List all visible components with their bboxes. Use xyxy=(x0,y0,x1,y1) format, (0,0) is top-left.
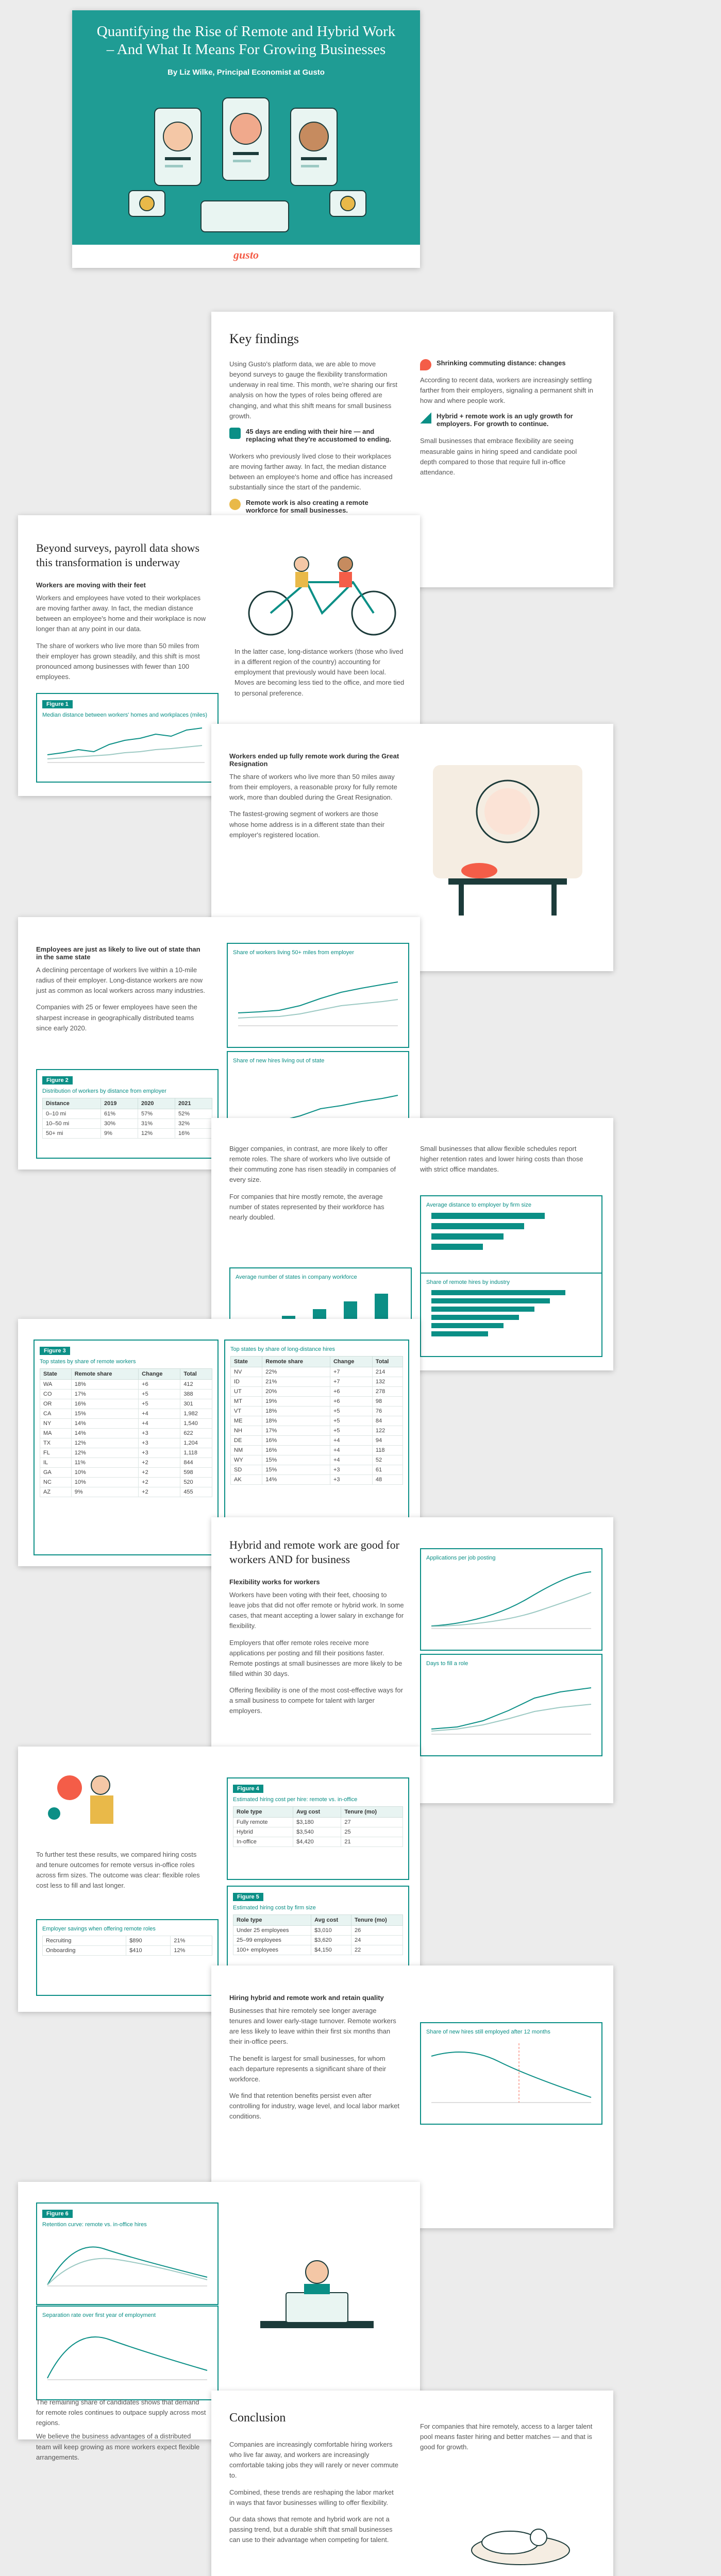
conclusion-p3: Our data shows that remote and hybrid work are not a passing trend, but a durable shift that small businesses can use to their advantage when competing for talent. xyxy=(229,2515,393,2544)
chart-8-title: Share of new hires still employed after 12 months xyxy=(426,2029,550,2035)
table-cell: +5 xyxy=(139,1389,180,1399)
table-cell: ID xyxy=(231,1377,262,1387)
table-cell: 10% xyxy=(71,1468,138,1478)
good-for-heading: Hybrid and remote work are good for workers AND for business xyxy=(229,1538,399,1566)
conclusion-heading: Conclusion xyxy=(229,2411,286,2425)
bigger-p3: Small businesses that allow flexible schedules report higher retention rates and lower hiring costs than those with strict office mandates. xyxy=(420,1145,583,1174)
table-cell: 11% xyxy=(71,1458,138,1468)
table-row xyxy=(40,1458,212,1468)
table-cell: 520 xyxy=(180,1478,212,1487)
table-cell: 16% xyxy=(262,1436,330,1446)
table-cell: +2 xyxy=(139,1478,180,1487)
figure-2-box xyxy=(36,1069,219,1159)
table-cell: $3,010 xyxy=(311,1926,351,1936)
table-cell: OR xyxy=(40,1399,72,1409)
table-row xyxy=(231,1455,403,1465)
table-cell: VT xyxy=(231,1406,262,1416)
payroll-p1: Workers and employees have voted to their workplaces are moving farther away. In fact, the median distance between an employee's home and their workplace is now longer than at any point in our data. xyxy=(36,594,206,633)
payroll-subhead: Workers are moving with their feet xyxy=(36,581,146,589)
finding-item-1-text: Workers who previously lived close to their workplaces are moving farther away. In fact, the median distance between an employee's home and office has increased substantially since the start of the pandemic. xyxy=(229,452,393,492)
table-cell: 76 xyxy=(372,1406,403,1416)
table-cell: 21% xyxy=(262,1377,330,1387)
dog-desk-illustration xyxy=(423,755,593,925)
table-cell: 17% xyxy=(71,1389,138,1399)
savings-title: Employer savings when offering remote roles xyxy=(42,1926,156,1932)
table-cell: 16% xyxy=(175,1129,212,1139)
table-cell: 30% xyxy=(101,1119,138,1129)
table-cell: 32% xyxy=(175,1119,212,1129)
table-cell: NH xyxy=(231,1426,262,1436)
table-cell: 15% xyxy=(262,1455,330,1465)
figure-3-left-box xyxy=(33,1340,219,1555)
table-row xyxy=(231,1475,403,1485)
table-header: State xyxy=(231,1357,262,1367)
table-cell: 52 xyxy=(372,1455,403,1465)
figure-1-title: Median distance between workers' homes and workplaces (miles) xyxy=(42,712,208,718)
table-header: Total xyxy=(372,1357,403,1367)
table-cell: 26 xyxy=(351,1926,403,1936)
table-header: Change xyxy=(139,1369,180,1380)
chart-4-title: Average distance to employer by firm size xyxy=(426,1202,531,1208)
table-cell: 25–99 employees xyxy=(233,1936,311,1945)
chart-6 xyxy=(426,1562,594,1634)
table-cell: 27 xyxy=(341,1818,403,1827)
table-cell: WY xyxy=(231,1455,262,1465)
table-cell: +4 xyxy=(330,1436,372,1446)
table-cell: CO xyxy=(40,1389,72,1399)
remote-share-table xyxy=(40,1368,212,1497)
table-cell: $890 xyxy=(126,1936,171,1946)
table-row xyxy=(231,1367,403,1377)
table-cell: +3 xyxy=(330,1475,372,1485)
table-cell: MT xyxy=(231,1397,262,1406)
long-distance-table xyxy=(230,1356,403,1485)
good-for-p3: Offering flexibility is one of the most cost-effective ways for a small business to compete for talent with larger employers. xyxy=(229,1686,403,1715)
table-header: Change xyxy=(330,1357,372,1367)
chart-6-title: Applications per job posting xyxy=(426,1555,496,1561)
table-row xyxy=(40,1438,212,1448)
table-cell: FL xyxy=(40,1448,72,1458)
table-cell: ME xyxy=(231,1416,262,1426)
table-cell: $410 xyxy=(126,1946,171,1956)
table-cell: 622 xyxy=(180,1429,212,1438)
table-cell: 12% xyxy=(71,1438,138,1448)
table-cell: 20% xyxy=(262,1387,330,1397)
retention-p1: The remaining share of candidates shows that demand for remote roles continues to outpace supply across most regions. xyxy=(36,2398,206,2427)
table-cell: +3 xyxy=(139,1429,180,1438)
table-row xyxy=(233,1945,403,1955)
table-cell: 14% xyxy=(71,1419,138,1429)
good-for-subhead: Flexibility works for workers xyxy=(229,1578,320,1586)
table-header: Role type xyxy=(233,1915,311,1926)
figure-4-box xyxy=(227,1777,409,1880)
chart-6-box xyxy=(420,1548,602,1651)
chart-10 xyxy=(42,2319,210,2383)
table-row xyxy=(40,1389,212,1399)
distance-table-header: 2019 xyxy=(101,1098,138,1109)
table-cell: $4,150 xyxy=(311,1945,351,1955)
table-cell: NM xyxy=(231,1446,262,1455)
finding-item-4-text: Small businesses that embrace flexibility are seeing measurable gains in hiring speed and candidate pool depth compared to those that require full in-office attendance. xyxy=(420,437,577,476)
table-row xyxy=(231,1416,403,1426)
table-row xyxy=(233,1926,403,1936)
table-cell: 1,982 xyxy=(180,1409,212,1419)
table-cell: GA xyxy=(40,1468,72,1478)
conclusion-p4: For companies that hire remotely, access to a larger talent pool means faster hiring and better matches — and that is good for growth. xyxy=(420,2422,593,2451)
chart-7-title: Days to fill a role xyxy=(426,1660,468,1667)
table-cell: +4 xyxy=(139,1419,180,1429)
table-row xyxy=(40,1487,212,1497)
table-row xyxy=(43,1946,212,1956)
figure-6b-box xyxy=(36,2306,219,2400)
finding-item-2: Remote work is also creating a remote workforce for small businesses. xyxy=(246,499,368,515)
table-row xyxy=(231,1406,403,1416)
table-cell: +3 xyxy=(330,1465,372,1475)
table-cell: 19% xyxy=(262,1397,330,1406)
table-cell: 0–10 mi xyxy=(43,1109,101,1119)
table-cell: 1,204 xyxy=(180,1438,212,1448)
table-cell: NV xyxy=(231,1367,262,1377)
table-cell: 118 xyxy=(372,1446,403,1455)
person-laptop-illustration xyxy=(240,2244,394,2378)
people-icon xyxy=(229,499,241,510)
table-row xyxy=(231,1446,403,1455)
table-cell: +7 xyxy=(330,1377,372,1387)
table-row xyxy=(43,1936,212,1946)
table-cell: +2 xyxy=(139,1487,180,1497)
chart-1 xyxy=(233,956,400,1031)
table-cell: $4,420 xyxy=(293,1837,341,1847)
table-cell: 598 xyxy=(180,1468,212,1478)
table-header: Avg cost xyxy=(311,1915,351,1926)
table-row xyxy=(40,1419,212,1429)
table-cell: 14% xyxy=(71,1429,138,1438)
distance-table-header: 2020 xyxy=(138,1098,175,1109)
growth-icon xyxy=(420,412,431,423)
table-cell: 132 xyxy=(372,1377,403,1387)
table-cell: 25 xyxy=(341,1827,403,1837)
savings-box xyxy=(36,1919,219,1996)
table-row xyxy=(233,1818,403,1827)
finding-item-3-text: According to recent data, workers are increasingly settling farther from their employers, signaling a permanent shift in how and where people work. xyxy=(420,376,593,405)
table-cell: $3,180 xyxy=(293,1818,341,1827)
table-cell: 12% xyxy=(171,1946,212,1956)
savings-table xyxy=(42,1936,212,1956)
conclusion-p1: Companies are increasingly comfortable hiring workers who live far away, and workers are increasingly comfortable taking jobs they will rarely or never commute to. xyxy=(229,2441,399,2480)
figure-1-chart xyxy=(42,719,207,768)
table-header: Role type xyxy=(233,1807,293,1818)
cover-page xyxy=(72,10,420,268)
table-cell: +3 xyxy=(139,1438,180,1448)
table-row xyxy=(43,1119,212,1129)
table-cell: 844 xyxy=(180,1458,212,1468)
distance-table-header: Distance xyxy=(43,1098,101,1109)
payroll-aside: In the latter case, long-distance workers (those who lived in a different region of the country) accounting for employment that previously would have been local. Moves are becoming less tied to the office, and more tied to personal preference. xyxy=(234,648,405,697)
figure-4-tag: Figure 4 xyxy=(233,1785,263,1793)
payroll-heading: Beyond surveys, payroll data shows this transformation is underway xyxy=(36,541,200,569)
table-row xyxy=(231,1465,403,1475)
key-findings-heading: Key findings xyxy=(229,331,299,346)
table-cell: 301 xyxy=(180,1399,212,1409)
table-cell: 24 xyxy=(351,1936,403,1945)
table-row xyxy=(40,1478,212,1487)
chart-4 xyxy=(426,1209,594,1258)
table-cell: +6 xyxy=(330,1387,372,1397)
table-cell: +2 xyxy=(139,1458,180,1468)
table-cell: 22% xyxy=(262,1367,330,1377)
chart-1-box xyxy=(227,943,409,1048)
table-cell: +2 xyxy=(139,1468,180,1478)
figure-2-tag: Figure 2 xyxy=(42,1076,73,1084)
table-header: State xyxy=(40,1369,72,1380)
table-cell: DE xyxy=(231,1436,262,1446)
states-p1: A declining percentage of workers live within a 10-mile radius of their employer. Long-distance workers are now just as common as local workers across many industries. xyxy=(36,966,206,995)
table-header: Avg cost xyxy=(293,1807,341,1818)
table-cell: 15% xyxy=(262,1465,330,1475)
table-cell: 10–50 mi xyxy=(43,1119,101,1129)
calendar-icon xyxy=(229,428,241,439)
table-cell: 57% xyxy=(138,1109,175,1119)
table-cell: 12% xyxy=(71,1448,138,1458)
table-row xyxy=(231,1387,403,1397)
figure-5-tag: Figure 5 xyxy=(233,1893,263,1901)
figure-4-title: Estimated hiring cost per hire: remote vs. in-office xyxy=(233,1797,358,1803)
table-row xyxy=(231,1436,403,1446)
table-cell: +4 xyxy=(139,1409,180,1419)
table-row xyxy=(40,1409,212,1419)
table-cell: SD xyxy=(231,1465,262,1475)
table-row xyxy=(40,1429,212,1438)
table-row xyxy=(231,1426,403,1436)
figure-6b-title: Separation rate over first year of employment xyxy=(42,2312,156,2318)
table-header: Tenure (mo) xyxy=(341,1807,403,1818)
table-cell: AK xyxy=(231,1475,262,1485)
table-cell: 17% xyxy=(262,1426,330,1436)
table-cell: 18% xyxy=(262,1416,330,1426)
tenure-p1: Businesses that hire remotely see longer average tenures and lower early-stage turnover. Remote workers are less likely to leave within their first six months than their in-office peers. xyxy=(229,2007,396,2046)
cover-illustration xyxy=(72,88,420,242)
table-cell: 278 xyxy=(372,1387,403,1397)
chart-5 xyxy=(426,1286,594,1340)
table-row xyxy=(233,1837,403,1847)
table-row xyxy=(40,1380,212,1389)
table-cell: In-office xyxy=(233,1837,293,1847)
table-cell: 14% xyxy=(262,1475,330,1485)
bicycle-illustration xyxy=(234,536,405,639)
table-cell: $3,620 xyxy=(311,1936,351,1945)
table-cell: 1,540 xyxy=(180,1419,212,1429)
good-for-p2: Employers that offer remote roles receive more applications per posting and fill their positions faster. Remote postings at small businesses are more likely to be filled within 30 days. xyxy=(229,1638,403,1677)
conclusion-page xyxy=(211,2391,613,2576)
table-cell: +4 xyxy=(330,1455,372,1465)
good-for-p1: Workers have been voting with their feet, choosing to leave jobs that did not offer remote or hybrid work. In some cases, that meant accepting a lower salary in exchange for flexibility. xyxy=(229,1591,404,1630)
table-cell: 31% xyxy=(138,1119,175,1129)
table-cell: 9% xyxy=(101,1129,138,1139)
table-row xyxy=(231,1377,403,1387)
figure-1-tag: Figure 1 xyxy=(42,700,73,708)
chart-4-box xyxy=(420,1195,602,1275)
table-cell: CA xyxy=(40,1409,72,1419)
table-cell: Fully remote xyxy=(233,1818,293,1827)
table-cell: TX xyxy=(40,1438,72,1448)
table-cell: +3 xyxy=(139,1448,180,1458)
table-cell: UT xyxy=(231,1387,262,1397)
table-header: Tenure (mo) xyxy=(351,1915,403,1926)
dog-sleeping-illustration xyxy=(454,2499,588,2571)
worker-illustration xyxy=(39,1762,142,1839)
table-header: Total xyxy=(180,1369,212,1380)
figure-6-box xyxy=(36,2202,219,2305)
table-row xyxy=(233,1827,403,1837)
chart-1-title: Share of workers living 50+ miles from employer xyxy=(233,950,355,956)
cost-p1: To further test these results, we compared hiring costs and tenure outcomes for remote versus in-office roles across firm sizes. The outcome was clear: flexible roles cost less to fill and last longer. xyxy=(36,1851,200,1890)
table-row xyxy=(231,1397,403,1406)
key-findings-intro: Using Gusto's platform data, we are able to move beyond surveys to gauge the flexibility transformation underway in real time. This month, we're sharing our first analysis on how the types of roles being offered are changing, and what this shift means for small business growth. xyxy=(229,360,397,420)
tenure-subhead: Hiring hybrid and remote work and retain quality xyxy=(229,1994,384,2002)
table-cell: AZ xyxy=(40,1487,72,1497)
table-cell: 61% xyxy=(101,1109,138,1119)
distance-table-header: 2021 xyxy=(175,1098,212,1109)
long-distance-p2: The fastest-growing segment of workers are those whose home address is in a different state than their employer's registered location. xyxy=(229,810,385,839)
table-row xyxy=(40,1399,212,1409)
distance-table xyxy=(42,1098,212,1139)
chart-2-title: Share of new hires living out of state xyxy=(233,1058,325,1064)
chart-5-box xyxy=(420,1273,602,1357)
table-cell: 94 xyxy=(372,1436,403,1446)
table-cell: Under 25 employees xyxy=(233,1926,311,1936)
table-cell: +5 xyxy=(330,1426,372,1436)
table-cell: 61 xyxy=(372,1465,403,1475)
states-p2: Companies with 25 or fewer employees have seen the sharpest increase in geographically distributed teams since early 2020. xyxy=(36,1003,197,1032)
table-cell: 412 xyxy=(180,1380,212,1389)
figure-6-tag: Figure 6 xyxy=(42,2210,73,2218)
chart-7-box xyxy=(420,1654,602,1756)
tenure-p2: The benefit is largest for small businesses, for whom each departure represents a significant share of their workforce. xyxy=(229,2054,387,2083)
table-cell: Hybrid xyxy=(233,1827,293,1837)
table-cell: 21% xyxy=(171,1936,212,1946)
table-cell: 214 xyxy=(372,1367,403,1377)
states-subhead: Employees are just as likely to live out of state than in the same state xyxy=(36,945,200,961)
table-cell: 9% xyxy=(71,1487,138,1497)
table-cell: $3,540 xyxy=(293,1827,341,1837)
figure-3-left-title: Top states by share of remote workers xyxy=(40,1359,136,1365)
table-cell: 18% xyxy=(262,1406,330,1416)
table-row xyxy=(40,1468,212,1478)
table-cell: IL xyxy=(40,1458,72,1468)
bigger-p1: Bigger companies, in contrast, are more likely to offer remote roles. The share of workers who live outside of their commuting zone has risen steadily in companies of every size. xyxy=(229,1145,396,1184)
finding-item-4: Hybrid + remote work is an ugly growth for employers. For growth to continue. xyxy=(437,412,573,428)
table-row xyxy=(43,1109,212,1119)
table-header: Remote share xyxy=(262,1357,330,1367)
figure-5-title: Estimated hiring cost by firm size xyxy=(233,1905,316,1911)
table-cell: 1,118 xyxy=(180,1448,212,1458)
cover-title: Quantifying the Rise of Remote and Hybrid Work – And What It Means For Growing Businesses xyxy=(96,23,396,58)
table-cell: Onboarding xyxy=(43,1946,126,1956)
table-cell: Recruiting xyxy=(43,1936,126,1946)
finding-item-3: Shrinking commuting distance: changes xyxy=(437,359,566,367)
table-cell: +5 xyxy=(139,1399,180,1409)
table-cell: NY xyxy=(40,1419,72,1429)
table-cell: 52% xyxy=(175,1109,212,1119)
finding-item-1: 45 days are ending with their hire — and replacing what they're accustomed to ending. xyxy=(246,427,391,443)
table-cell: 455 xyxy=(180,1487,212,1497)
table-cell: +5 xyxy=(330,1406,372,1416)
figure-2-title: Distribution of workers by distance from employer xyxy=(42,1088,166,1094)
table-cell: 122 xyxy=(372,1426,403,1436)
chart-3-title: Average number of states in company workforce xyxy=(236,1274,357,1280)
table-cell: 12% xyxy=(138,1129,175,1139)
table-cell: 84 xyxy=(372,1416,403,1426)
cost-by-size-table xyxy=(233,1914,403,1955)
table-row xyxy=(40,1448,212,1458)
chart-7 xyxy=(426,1667,594,1739)
table-cell: MA xyxy=(40,1429,72,1438)
long-distance-p1: The share of workers who live more than 50 miles away from their employers, a reasonable proxy for fully remote work, more than doubled during the Great Resignation. xyxy=(229,773,397,802)
conclusion-p2: Combined, these trends are reshaping the labor market in ways that favor businesses willing to offer flexibility. xyxy=(229,2488,394,2506)
table-cell: 16% xyxy=(71,1399,138,1409)
chart-8 xyxy=(426,2036,594,2108)
figure-6-title: Retention curve: remote vs. in-office hires xyxy=(42,2222,147,2228)
table-header: Remote share xyxy=(71,1369,138,1380)
table-cell: +5 xyxy=(330,1416,372,1426)
table-cell: 18% xyxy=(71,1380,138,1389)
tenure-p3: We find that retention benefits persist even after controlling for industry, wage level, and local labor market conditions. xyxy=(229,2091,399,2121)
table-cell: 16% xyxy=(262,1446,330,1455)
table-cell: 21 xyxy=(341,1837,403,1847)
table-cell: 22 xyxy=(351,1945,403,1955)
chart-8-box xyxy=(420,2022,602,2125)
chart-5-title: Share of remote hires by industry xyxy=(426,1279,510,1285)
cost-table xyxy=(233,1806,403,1847)
table-cell: 388 xyxy=(180,1389,212,1399)
table-cell: +6 xyxy=(330,1397,372,1406)
map-pin-icon xyxy=(420,359,431,370)
table-cell: NC xyxy=(40,1478,72,1487)
payroll-p2: The share of workers who live more than 50 miles from their employer has grown steadily, and this shift is most pronounced among businesses with fewer than 100 employees. xyxy=(36,641,200,681)
cover-teal-panel xyxy=(72,10,420,245)
table-row xyxy=(43,1129,212,1139)
table-cell: 100+ employees xyxy=(233,1945,311,1955)
table-row xyxy=(233,1936,403,1945)
table-cell: 50+ mi xyxy=(43,1129,101,1139)
chart-9 xyxy=(42,2228,210,2290)
figure-3-tag: Figure 3 xyxy=(40,1347,70,1355)
figure-3-right-title: Top states by share of long-distance hires xyxy=(230,1346,336,1352)
table-cell: 48 xyxy=(372,1475,403,1485)
long-distance-subhead: Workers ended up fully remote work during the Great Resignation xyxy=(229,752,399,768)
table-cell: +4 xyxy=(330,1446,372,1455)
cover-brand-logo: gusto xyxy=(233,248,259,261)
cover-byline: By Liz Wilke, Principal Economist at Gusto xyxy=(167,68,325,77)
figure-1-box xyxy=(36,693,219,783)
table-cell: 98 xyxy=(372,1397,403,1406)
table-cell: WA xyxy=(40,1380,72,1389)
retention-p2: We believe the business advantages of a distributed team will keep growing as more workers expect flexible arrangements. xyxy=(36,2432,200,2461)
bigger-p2: For companies that hire mostly remote, the average number of states represented by their workforce has nearly doubled. xyxy=(229,1192,384,1221)
table-cell: +6 xyxy=(139,1380,180,1389)
table-cell: +7 xyxy=(330,1367,372,1377)
table-cell: 10% xyxy=(71,1478,138,1487)
table-cell: 15% xyxy=(71,1409,138,1419)
